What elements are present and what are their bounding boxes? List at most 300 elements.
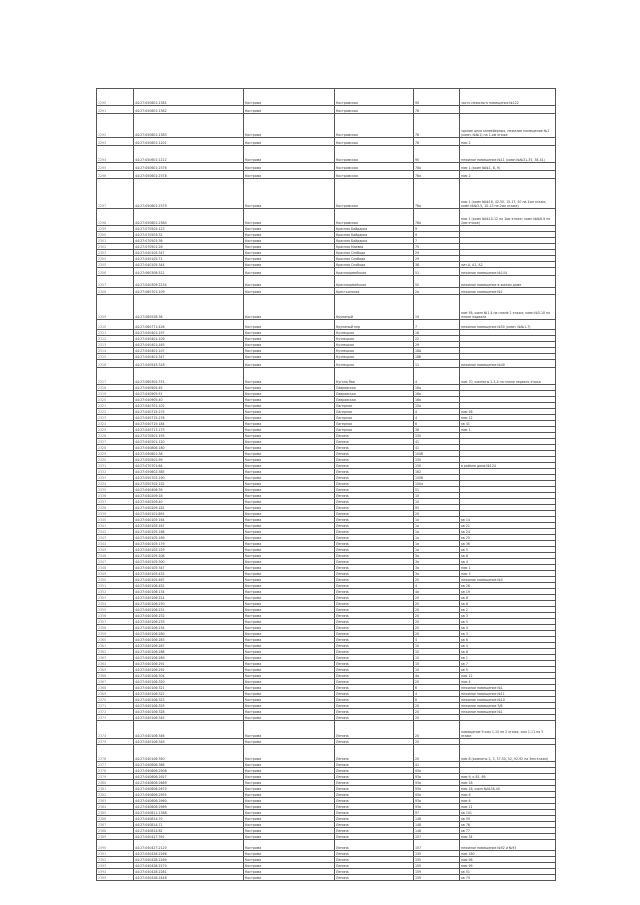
table-row — [97, 721, 556, 739]
street-cell: Костромская — [335, 89, 414, 106]
city-cell: Кострома — [244, 697, 335, 703]
cadastral-number-cell: 44:27:040428:2269 — [134, 857, 244, 863]
house-cell: 20 — [414, 745, 460, 762]
cadastral-number-cell: 44:27:050601:1382 — [134, 106, 244, 114]
street-cell: Ленина — [335, 655, 414, 661]
cadastral-number-cell: 44:27:070501:26 — [134, 244, 244, 250]
street-cell: Крупиный пер — [335, 320, 414, 330]
note-cell: пом 18 — [460, 780, 556, 786]
row-number-cell: 2393 — [97, 863, 134, 869]
cadastral-number-cell: 44:27:050601:2379 — [134, 179, 244, 209]
cadastral-number-cell: 44:27:040401:163 — [134, 342, 244, 348]
table-row — [97, 114, 556, 138]
cadastral-number-cell: 44:27:040106:134 — [134, 589, 244, 595]
table-row — [97, 209, 556, 226]
note-cell: кв 4 — [460, 643, 556, 649]
city-cell: Кострома — [244, 397, 335, 403]
street-cell: Ленина — [335, 559, 414, 565]
house-cell: 10 — [414, 499, 460, 505]
street-cell: Ленина — [335, 798, 414, 804]
street-cell: Ленина — [335, 553, 414, 559]
house-cell: 10 — [414, 649, 460, 655]
cadastral-number-cell: 44:27:040715:184 — [134, 421, 244, 427]
note-cell: в районе дома №124 — [460, 463, 556, 469]
street-cell: Ленина — [335, 571, 414, 577]
city-cell: Кострома — [244, 146, 335, 163]
note-cell: пом 1 — [460, 427, 556, 433]
cadastral-number-cell: 44:27:040106:234 — [134, 625, 244, 631]
street-cell: Красная Байдарка — [335, 232, 414, 238]
house-cell: 6 — [414, 697, 460, 703]
street-cell: Ленина — [335, 774, 414, 780]
house-cell: 11 — [414, 360, 460, 368]
note-cell: пом 3 — [460, 571, 556, 577]
row-number-cell: 2389 — [97, 834, 134, 840]
row-number-cell: 2383 — [97, 798, 134, 804]
note-cell: кв 6 — [460, 637, 556, 643]
table-row — [97, 276, 556, 288]
cadastral-number-cell: 44:27:040106:322 — [134, 691, 244, 697]
street-cell: Ленина — [335, 457, 414, 463]
cadastral-number-cell: 44:27:060771:426 — [134, 320, 244, 330]
city-cell: Кострома — [244, 256, 335, 262]
city-cell: Кострома — [244, 607, 335, 613]
house-cell: 20 — [414, 703, 460, 709]
street-cell: Кугьпа Ява — [335, 368, 414, 385]
city-cell: Кострома — [244, 643, 335, 649]
house-cell: 10 — [414, 493, 460, 499]
street-cell: Ленина — [335, 595, 414, 601]
note-cell: кв 14 — [460, 517, 556, 523]
city-cell: Кострома — [244, 439, 335, 445]
cadastral-number-cell: 44:27:040106:231 — [134, 607, 244, 613]
row-number-cell: 2368 — [97, 685, 134, 691]
house-cell: 51 — [414, 268, 460, 276]
house-cell: 4а — [414, 673, 460, 679]
cadastral-number-cell: 44:27:040427:2120 — [134, 840, 244, 851]
note-cell: кв 76 — [460, 822, 556, 828]
cadastral-number-cell: 44:27:040105:169 — [134, 535, 244, 541]
note-cell: пом 18, комн №№38-40 — [460, 786, 556, 792]
row-number-cell: 2321 — [97, 403, 134, 409]
street-cell: Ленина — [335, 529, 414, 535]
registry-table-body — [97, 89, 556, 881]
house-cell: 16а — [414, 391, 460, 397]
cadastral-number-cell: 44:27:040401:107 — [134, 348, 244, 354]
row-number-cell: 2294 — [97, 146, 134, 163]
cadastral-number-cell: 44:27:040606:2960 — [134, 798, 244, 804]
city-cell: Кострома — [244, 354, 335, 360]
city-cell: Кострома — [244, 762, 335, 768]
row-number-cell: 2365 — [97, 667, 134, 673]
note-cell: кв 19 — [460, 589, 556, 595]
city-cell: Кострома — [244, 721, 335, 739]
city-cell: Кострома — [244, 433, 335, 439]
street-cell: Ленина — [335, 517, 414, 523]
row-number-cell: 2308 — [97, 288, 134, 295]
row-number-cell: 2379 — [97, 774, 134, 780]
note-cell: кв 5 — [460, 619, 556, 625]
note-cell: нежилое помещение №11 — [460, 691, 556, 697]
row-number-cell: 2364 — [97, 661, 134, 667]
house-cell: 6 — [414, 685, 460, 691]
city-cell: Кострома — [244, 226, 335, 232]
row-number-cell: 2312 — [97, 336, 134, 342]
street-cell: Красная Байдарка — [335, 226, 414, 232]
street-cell: Ленина — [335, 631, 414, 637]
house-cell: 1а — [414, 529, 460, 535]
house-cell: 41 — [414, 762, 460, 768]
house-cell: 9 — [414, 226, 460, 232]
cadastral-number-cell: 44:27:040715:275 — [134, 409, 244, 415]
cadastral-number-cell: 44:27:040401:109 — [134, 336, 244, 342]
house-cell: 7 — [414, 320, 460, 330]
cadastral-number-cell: 44:27:040105:229 — [134, 547, 244, 553]
note-cell: пом 70, комнаты 2-3-4 на плане первого этажа — [460, 368, 556, 385]
street-cell: Ленина — [335, 649, 414, 655]
table-row — [97, 171, 556, 179]
city-cell: Кострома — [244, 138, 335, 146]
street-cell: Ленина — [335, 625, 414, 631]
street-cell: Ленина — [335, 463, 414, 469]
note-cell: кв 4 — [460, 559, 556, 565]
note-cell: кв 51 — [460, 869, 556, 875]
house-cell: 78а — [414, 179, 460, 209]
cadastral-number-cell: 44:27:040201:120 — [134, 439, 244, 445]
house-cell: 4а — [414, 589, 460, 595]
street-cell: Ленина — [335, 762, 414, 768]
city-cell: Кострома — [244, 792, 335, 798]
street-cell: Ленина — [335, 863, 414, 869]
street-cell: Лагерная — [335, 409, 414, 415]
table-row — [97, 138, 556, 146]
street-cell: Ленина — [335, 721, 414, 739]
house-cell: 148 — [414, 828, 460, 834]
table-row — [97, 840, 556, 851]
cadastral-number-cell: 44:27:040105:347 — [134, 565, 244, 571]
street-cell: Лавровская — [335, 385, 414, 391]
city-cell: Кострома — [244, 262, 335, 268]
cadastral-number-cell: 44:27:070503:123 — [134, 226, 244, 232]
note-cell: пом 1 (комн №№16, 42-50, 15-17, 20 на 1ом этаже, комн №№3-5, 10-13 на 2ом этаже) — [460, 179, 556, 209]
street-cell: Ленина — [335, 834, 414, 840]
row-number-cell: 2370 — [97, 697, 134, 703]
street-cell: Ленина — [335, 792, 414, 798]
table-row — [97, 268, 556, 276]
street-cell: Ленина — [335, 875, 414, 881]
house-cell: 41 — [414, 445, 460, 451]
house-cell: 2а — [414, 288, 460, 295]
city-cell: Кострома — [244, 625, 335, 631]
cadastral-number-cell: 44:27:040806:180 — [134, 445, 244, 451]
house-cell: 50 — [414, 276, 460, 288]
note-cell: кв 4 — [460, 625, 556, 631]
cadastral-number-cell: 44:27:040106:328 — [134, 709, 244, 715]
street-cell: Красноармейская — [335, 276, 414, 288]
street-cell: Крестьянская — [335, 288, 414, 295]
street-cell: Ленина — [335, 745, 414, 762]
house-cell: 20 — [414, 607, 460, 613]
street-cell: Ленина — [335, 637, 414, 643]
row-number-cell: 2319 — [97, 391, 134, 397]
house-cell: 16а — [414, 385, 460, 391]
cadastral-number-cell: 44:27:080701:109 — [134, 288, 244, 295]
street-cell: Ленина — [335, 768, 414, 774]
house-cell: 29 — [414, 250, 460, 256]
cadastral-number-cell: 44:27:040717:173 — [134, 427, 244, 433]
note-cell: пом 6 — [460, 792, 556, 798]
street-cell: Кузнецкая — [335, 348, 414, 354]
note-cell: кв 2 — [460, 607, 556, 613]
street-cell: Ленина — [335, 433, 414, 439]
city-cell: Кострома — [244, 409, 335, 415]
cadastral-number-cell: 44:27:070701:64 — [134, 463, 244, 469]
row-number-cell: 2366 — [97, 673, 134, 679]
cadastral-number-cell: 44:27:040105:467 — [134, 577, 244, 583]
street-cell: Ленина — [335, 601, 414, 607]
note-cell: нежилое помещение №92 и №93 — [460, 840, 556, 851]
street-cell: Ленина — [335, 816, 414, 822]
city-cell: Кострома — [244, 691, 335, 697]
table-row — [97, 89, 556, 106]
street-cell: Ленина — [335, 709, 414, 715]
street-cell: Ленина — [335, 499, 414, 505]
row-number-cell: 2378 — [97, 768, 134, 774]
cadastral-number-cell: 44:27:040209:18 — [134, 493, 244, 499]
table-row — [97, 146, 556, 163]
note-cell: нежилое помещение №50 (комн. №№1-7) — [460, 320, 556, 330]
house-cell: 155 — [414, 851, 460, 857]
street-cell: Ленина — [335, 541, 414, 547]
table-row — [97, 875, 556, 881]
cadastral-number-cell: 44:27:050601:2376 — [134, 163, 244, 171]
note-cell: кв 8 — [460, 553, 556, 559]
cadastral-number-cell: 44:27:040105:344 — [134, 262, 244, 268]
street-cell: Ленина — [335, 619, 414, 625]
city-cell: Кострома — [244, 589, 335, 595]
cadastral-number-cell: 44:27:050601:2380 — [134, 209, 244, 226]
city-cell: Кострома — [244, 715, 335, 721]
house-cell: 159 — [414, 869, 460, 875]
city-cell: Кострома — [244, 810, 335, 816]
table-row — [97, 320, 556, 330]
house-cell: 93а — [414, 798, 460, 804]
house-cell: 10 — [414, 667, 460, 673]
row-number-cell: 2318 — [97, 385, 134, 391]
row-number-cell: 2346 — [97, 553, 134, 559]
row-number-cell: 2390 — [97, 840, 134, 851]
table-row — [97, 106, 556, 114]
city-cell: Кострома — [244, 295, 335, 320]
row-number-cell: 2369 — [97, 691, 134, 697]
city-cell: Кострома — [244, 637, 335, 643]
city-cell: Кострома — [244, 415, 335, 421]
note-cell: здание цеха конвейерных, нежилое помещение №1 (комн. №№1) на 1-ом этаже — [460, 114, 556, 138]
city-cell: Кострома — [244, 739, 335, 745]
row-number-cell: 2340 — [97, 517, 134, 523]
cadastral-number-cell: 44:27:040106:291 — [134, 661, 244, 667]
street-cell: Лагерная — [335, 421, 414, 427]
house-cell: 22 — [414, 336, 460, 342]
house-cell: 97 — [414, 810, 460, 816]
street-cell: Ленина — [335, 840, 414, 851]
cadastral-number-cell: 44:27:040309:2234 — [134, 276, 244, 288]
cadastral-number-cell: 44:27:040106:288 — [134, 649, 244, 655]
house-cell: 38 — [414, 427, 460, 433]
cadastral-number-cell: 44:27:040105:347 — [134, 250, 244, 256]
note-cell: кв 8 — [460, 595, 556, 601]
row-number-cell: 2332 — [97, 469, 134, 475]
cadastral-number-cell: 44:27:040105:432 — [134, 571, 244, 577]
cadastral-number-cell: 44:27:040106:321 — [134, 685, 244, 691]
row-number-cell: 2329 — [97, 451, 134, 457]
house-cell: 150а — [414, 481, 460, 487]
street-cell: Ленина — [335, 810, 414, 816]
note-cell: кв 3 — [460, 631, 556, 637]
note-cell: пом 9, к 81, 69 — [460, 774, 556, 780]
city-cell: Кострома — [244, 869, 335, 875]
city-cell: Кострома — [244, 163, 335, 171]
house-cell: 51 — [414, 487, 460, 493]
street-cell: Ленина — [335, 505, 414, 511]
row-number-cell: 2382 — [97, 792, 134, 798]
street-cell: Ленина — [335, 786, 414, 792]
city-cell: Кострома — [244, 631, 335, 637]
cadastral-number-cell: 44:27:040811:1368 — [134, 810, 244, 816]
row-number-cell: 2377 — [97, 762, 134, 768]
house-cell: 93а — [414, 792, 460, 798]
table-row — [97, 295, 556, 320]
note-cell: кв 25 — [460, 535, 556, 541]
house-cell: 20 — [414, 601, 460, 607]
street-cell: Кузнецкая — [335, 360, 414, 368]
cadastral-number-cell: 44:27:060302:374 — [134, 368, 244, 385]
row-number-cell: 2300 — [97, 232, 134, 238]
street-cell: Ленина — [335, 589, 414, 595]
cadastral-number-cell: 44:27:040106:350 — [134, 745, 244, 762]
row-number-cell: 2386 — [97, 816, 134, 822]
row-number-cell: 2345 — [97, 547, 134, 553]
row-number-cell: 2351 — [97, 583, 134, 589]
street-cell: Красноармейская — [335, 268, 414, 276]
street-cell: Ленина — [335, 523, 414, 529]
house-cell: 78 — [414, 114, 460, 138]
cadastral-number-cell: 44:27:040106:292 — [134, 667, 244, 673]
street-cell: Костромская — [335, 138, 414, 146]
note-cell: нежилое помещение №1 — [460, 709, 556, 715]
street-cell: Ленина — [335, 487, 414, 493]
row-number-cell: 2387 — [97, 822, 134, 828]
note-cell: пом 11 — [460, 804, 556, 810]
cadastral-number-cell: 44:27:050501:99 — [134, 457, 244, 463]
row-number-cell: 2371 — [97, 703, 134, 709]
row-number-cell: 2385 — [97, 810, 134, 816]
house-cell: 3а — [414, 553, 460, 559]
street-cell: Ленина — [335, 475, 414, 481]
house-cell: 20 — [414, 619, 460, 625]
cadastral-number-cell: 44:27:040401:197 — [134, 330, 244, 336]
city-cell: Кострома — [244, 786, 335, 792]
row-number-cell: 2367 — [97, 679, 134, 685]
cadastral-number-cell: 44:27:040106:320 — [134, 679, 244, 685]
row-number-cell: 2342 — [97, 529, 134, 535]
note-cell: кв 1 — [460, 655, 556, 661]
house-cell: 93а — [414, 780, 460, 786]
row-number-cell: 2331 — [97, 463, 134, 469]
row-number-cell: 2295 — [97, 163, 134, 171]
street-cell: Ленина — [335, 822, 414, 828]
house-cell: 90 — [414, 146, 460, 163]
row-number-cell: 2360 — [97, 637, 134, 643]
house-cell: 157 — [414, 840, 460, 851]
row-number-cell: 2324 — [97, 421, 134, 427]
city-cell: Кострома — [244, 179, 335, 209]
note-cell: лит.А, А1, А2 — [460, 262, 556, 268]
city-cell: Кострома — [244, 529, 335, 535]
cadastral-number-cell: 44:27:040106:232 — [134, 613, 244, 619]
cadastral-number-cell: 44:27:070503:32 — [134, 232, 244, 238]
note-cell: пом 1 (комн №№1, 8, 9) — [460, 163, 556, 171]
city-cell: Кострома — [244, 863, 335, 869]
house-cell: 3а — [414, 565, 460, 571]
row-number-cell: 2292 — [97, 114, 134, 138]
cadastral-number-cell: 44:27:040105:208 — [134, 553, 244, 559]
note-cell: помещение 9 ком 1-10 на 2 этаже, ком 1-11 на 3 этаже — [460, 721, 556, 739]
street-cell: Костромская — [335, 106, 414, 114]
street-cell: Костромская — [335, 171, 414, 179]
city-cell: Кострома — [244, 541, 335, 547]
house-cell: 41 — [414, 439, 460, 445]
city-cell: Кострома — [244, 493, 335, 499]
city-cell: Кострома — [244, 330, 335, 336]
house-cell: 4 — [414, 583, 460, 589]
house-cell: 78а — [414, 163, 460, 171]
street-cell: Ленина — [335, 697, 414, 703]
table-row — [97, 745, 556, 762]
city-cell: Кострома — [244, 828, 335, 834]
note-cell: кв 3 — [460, 613, 556, 619]
row-number-cell: 2373 — [97, 715, 134, 721]
city-cell: Кострома — [244, 613, 335, 619]
house-cell: 75 — [414, 244, 460, 250]
house-cell: 6 — [414, 421, 460, 427]
street-cell: Красная Слобода — [335, 250, 414, 256]
cadastral-number-cell: 44:27:040814:82 — [134, 828, 244, 834]
street-cell: Ленина — [335, 691, 414, 697]
row-number-cell: 2384 — [97, 804, 134, 810]
note-cell: пом 2 — [460, 171, 556, 179]
row-number-cell: 2293 — [97, 138, 134, 146]
note-cell: кв 41 — [460, 421, 556, 427]
row-number-cell: 2310 — [97, 320, 134, 330]
cadastral-number-cell: 44:27:040428:2270 — [134, 863, 244, 869]
cadastral-number-cell: 44:27:040428:2266 — [134, 851, 244, 857]
cadastral-number-cell: 44:27:040209:40 — [134, 499, 244, 505]
row-number-cell: 2311 — [97, 330, 134, 336]
house-cell: 157 — [414, 834, 460, 840]
row-number-cell: 2323 — [97, 415, 134, 421]
city-cell: Кострома — [244, 822, 335, 828]
city-cell: Кострома — [244, 268, 335, 276]
house-cell: 38 — [414, 262, 460, 268]
note-cell: нежилое помещение №40 — [460, 360, 556, 368]
city-cell: Кострома — [244, 685, 335, 691]
row-number-cell: 2362 — [97, 649, 134, 655]
house-cell: 100б — [414, 451, 460, 457]
house-cell: 93а — [414, 786, 460, 792]
row-number-cell: 2391 — [97, 851, 134, 857]
house-cell: 20 — [414, 577, 460, 583]
